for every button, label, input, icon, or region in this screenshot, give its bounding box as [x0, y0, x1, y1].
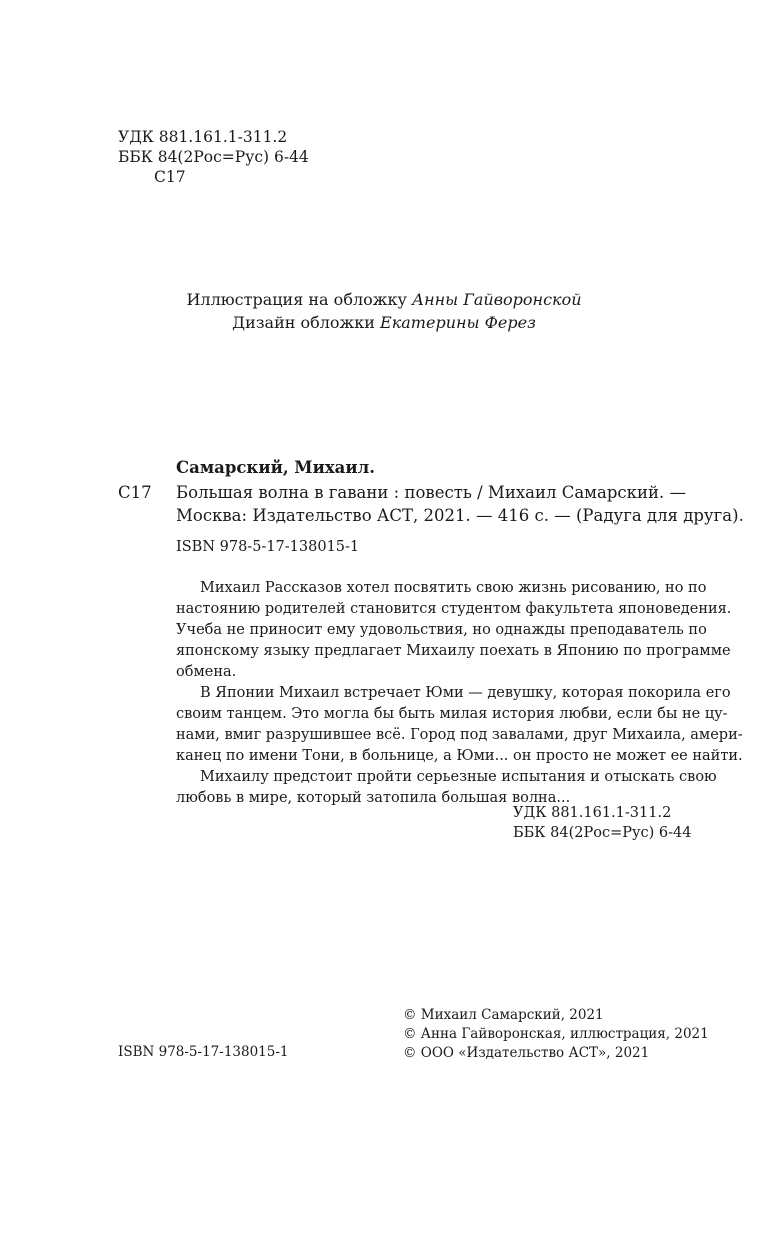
cover-credits — [0, 288, 768, 334]
copyright-line: © Анна Гайворонская, иллюстрация, 2021 — [403, 1026, 709, 1042]
annotation-line: настоянию родителей становится студентом факультета японоведения. — [176, 601, 732, 617]
copyright-line: © ООО «Издательство АСТ», 2021 — [403, 1045, 650, 1061]
illustrator-name: Анны Гайворонской — [411, 290, 582, 309]
isbn-bottom: ISBN 978-5-17-138015-1 — [118, 1044, 289, 1060]
udk-code: УДК 881.161.1-311.2 — [513, 805, 672, 821]
annotation-line: Михаил Рассказов хотел посвятить свою жизнь рисованию, но по — [200, 580, 707, 596]
isbn-top: ISBN 978-5-17-138015-1 — [176, 539, 360, 555]
bib-line: Москва: Издательство АСТ, 2021. — 416 с. — (Радуга для друга). — [176, 506, 744, 525]
annotation-line: канец по имени Тони, в больнице, а Юми... он просто не может ее найти. — [176, 748, 743, 764]
bib-author: Самарский, Михаил. — [176, 458, 375, 477]
author-mark: С17 — [154, 168, 186, 186]
bib-line: Большая волна в гавани : повесть / Михаил Самарский. — — [176, 483, 686, 502]
bbk-code: ББК 84(2Рос=Рус) 6-44 — [118, 148, 309, 166]
annotation-line: любовь в мире, который затопила большая волна... — [176, 790, 571, 806]
illustration-credit: Иллюстрация на обложку Анны Гайворонской — [186, 290, 582, 309]
annotation-line: Учеба не приносит ему удовольствия, но однажды преподаватель по — [176, 622, 707, 638]
bbk-code: ББК 84(2Рос=Рус) 6-44 — [513, 825, 692, 841]
annotation-line: японскому языку предлагает Михаилу поехать в Японию по программе — [176, 643, 731, 659]
annotation-line: обмена. — [176, 664, 237, 680]
designer-name: Екатерины Ферез — [380, 313, 536, 332]
classification-block-top — [118, 127, 309, 187]
classification-block-bottom — [513, 803, 691, 843]
copyright-line: © Михаил Самарский, 2021 — [403, 1007, 604, 1023]
annotation — [176, 578, 743, 809]
annotation-line: В Японии Михаил встречает Юми — девушку, которая покорила его — [200, 685, 731, 701]
copyright-block — [403, 1006, 709, 1063]
bib-description — [176, 481, 744, 527]
annotation-line: Михаилу предстоит пройти серьезные испытания и отыскать свою — [200, 769, 717, 785]
udk-code: УДК 881.161.1-311.2 — [118, 128, 288, 146]
annotation-line: своим танцем. Это могла бы быть милая история любви, если бы не цу- — [176, 706, 728, 722]
bib-author-mark: С17 — [118, 483, 152, 502]
design-credit: Дизайн обложки Екатерины Ферез — [232, 313, 536, 332]
annotation-line: нами, вмиг разрушившее всё. Город под завалами, друг Михаила, амери- — [176, 727, 743, 743]
